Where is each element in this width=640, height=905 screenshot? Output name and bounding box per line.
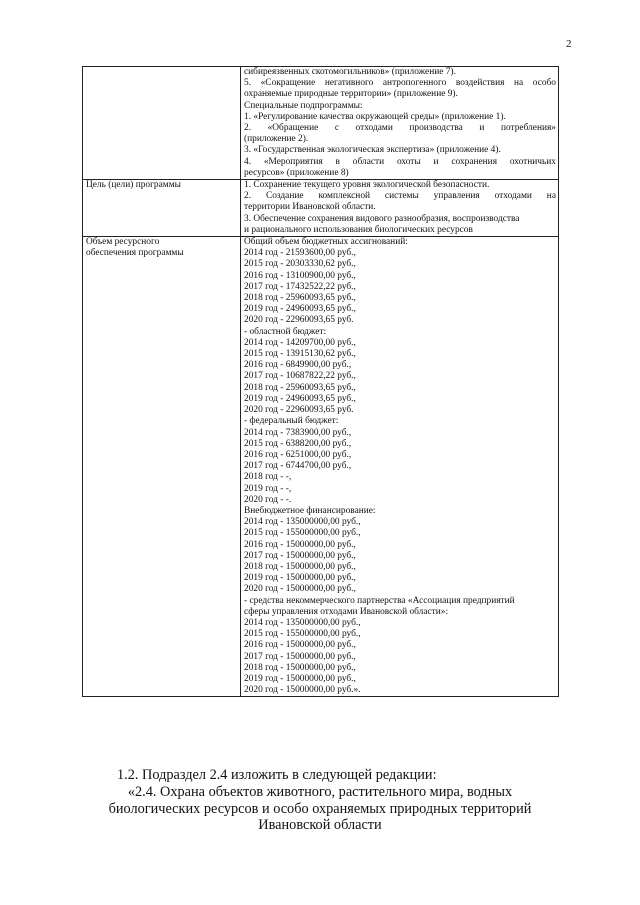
funding-line: 2015 год - 20303330,62 руб.,	[244, 259, 356, 270]
label-line: обеспечения программы	[86, 248, 184, 259]
section-title-line: «2.4. Охрана объектов животного, растительного мира, водных	[127, 784, 513, 800]
section-edit-instruction: 1.2. Подраздел 2.4 изложить в следующей редакции:	[117, 767, 437, 783]
text-line: (приложение 2).	[244, 134, 309, 145]
funding-line: 2018 год - 15000000,00 руб.,	[244, 561, 356, 572]
text-line: 3. Обеспечение сохранения видового разнообразия, воспроизводства	[244, 213, 520, 224]
table-row-programs	[83, 67, 559, 180]
funding-line: 2018 год - -,	[244, 472, 292, 483]
table-row-goals	[83, 180, 559, 237]
funding-line: 2015 год - 13915130,62 руб.,	[244, 349, 356, 360]
section-title-line: биологических ресурсов и особо охраняемых природных территорий	[108, 800, 532, 817]
label-cell-funding	[83, 237, 241, 697]
funding-line: 2015 год - 155000000,00 руб.,	[244, 528, 361, 539]
text-line: 1. Сохранение текущего уровня экологической безопасности.	[244, 180, 490, 191]
funding-line: - средства некоммерческого партнерства «Ассоциация предприятий	[244, 595, 515, 606]
funding-line: 2016 год - 6849900,00 руб.,	[244, 360, 352, 371]
text-line: ресурсов» (приложение 8)	[244, 167, 349, 178]
funding-line: 2017 год - 15000000,00 руб.,	[244, 550, 356, 561]
text-line: 5. «Сокращение негативного антропогенного воздействия на особо	[244, 78, 556, 89]
funding-line: 2020 год - 22960093,65 руб.	[244, 405, 354, 416]
text-line: Специальные подпрограммы:	[244, 100, 363, 111]
text-line: сибиреязвенных скотомогильников» (приложение 7).	[244, 67, 456, 77]
funding-line: 2017 год - 15000000,00 руб.,	[244, 651, 356, 662]
page-number: 2	[566, 38, 572, 50]
funding-line: 2015 год - 6388200,00 руб.,	[244, 438, 352, 449]
funding-line: 2019 год - 24960093,65 руб.,	[244, 304, 356, 315]
text-line: 3. «Государственная экологическая экспертиза» (приложение 4).	[244, 145, 501, 156]
funding-line: 2019 год - 15000000,00 руб.,	[244, 673, 356, 684]
label-cell-programs	[83, 67, 241, 180]
funding-line: 2020 год - 15000000,00 руб.».	[244, 685, 361, 696]
funding-line: 2020 год - 22960093,65 руб.	[244, 315, 354, 326]
funding-line: 2018 год - 15000000,00 руб.,	[244, 662, 356, 673]
funding-line: 2017 год - 6744700,00 руб.,	[244, 461, 352, 472]
text-line: 2. Создание комплексной системы управления отходами на	[244, 191, 556, 202]
content-cell-goals	[241, 180, 559, 237]
funding-line: 2017 год - 10687822,22 руб.,	[244, 371, 356, 382]
funding-line: 2016 год - 13100900,00 руб.,	[244, 270, 356, 281]
funding-line: 2016 год - 15000000,00 руб.,	[244, 539, 356, 550]
funding-line: 2019 год - 15000000,00 руб.,	[244, 573, 356, 584]
funding-line: - федеральный бюджет:	[244, 416, 339, 427]
funding-line: Общий объем бюджетных ассигнований:	[244, 237, 408, 248]
funding-line: 2016 год - 15000000,00 руб.,	[244, 640, 356, 651]
funding-line: 2016 год - 6251000,00 руб.,	[244, 449, 352, 460]
funding-line: 2019 год - 24960093,65 руб.,	[244, 393, 356, 404]
text-line: 1. «Регулирование качества окружающей среды» (приложение 1).	[244, 111, 506, 122]
funding-line: 2018 год - 25960093,65 руб.,	[244, 293, 356, 304]
funding-line: 2014 год - 7383900,00 руб.,	[244, 427, 352, 438]
funding-line: 2019 год - -,	[244, 483, 292, 494]
funding-line: 2018 год - 25960093,65 руб.,	[244, 382, 356, 393]
funding-line: 2014 год - 14209700,00 руб.,	[244, 337, 356, 348]
table-row-funding	[83, 237, 559, 697]
content-cell-funding	[241, 237, 559, 697]
funding-line: 2017 год - 17432522,22 руб.,	[244, 281, 356, 292]
funding-line: 2015 год - 155000000,00 руб.,	[244, 629, 361, 640]
label-cell-goals: Цель (цели) программы	[83, 180, 241, 237]
content-cell-programs	[241, 67, 559, 180]
funding-line: сферы управления отходами Ивановской области»:	[244, 606, 449, 617]
text-line: и рационального использования биологических ресурсов	[244, 224, 473, 235]
funding-line: Внебюджетное финансирование:	[244, 505, 376, 516]
text-line: 2. «Обращение с отходами производства и потребления»	[244, 123, 556, 134]
funding-line: - областной бюджет:	[244, 326, 327, 337]
text-line: охраняемые природные территории» (приложение 9).	[244, 89, 458, 100]
funding-line: 2020 год - -.	[244, 494, 292, 505]
text-line: территории Ивановской области.	[244, 202, 376, 213]
funding-line: 2014 год - 135000000,00 руб.,	[244, 517, 361, 528]
program-passport-table	[82, 66, 559, 697]
funding-line: 2020 год - 15000000,00 руб.,	[244, 584, 356, 595]
funding-line: 2014 год - 135000000,00 руб.,	[244, 617, 361, 628]
label-line: Объем ресурсного	[86, 237, 160, 248]
funding-line: 2014 год - 21593600,00 руб.,	[244, 248, 356, 259]
text-line: 4. «Мероприятия в области охоты и сохранения охотничьих	[244, 156, 556, 167]
section-title-line: Ивановской области	[258, 817, 382, 834]
section-title	[0, 784, 640, 834]
